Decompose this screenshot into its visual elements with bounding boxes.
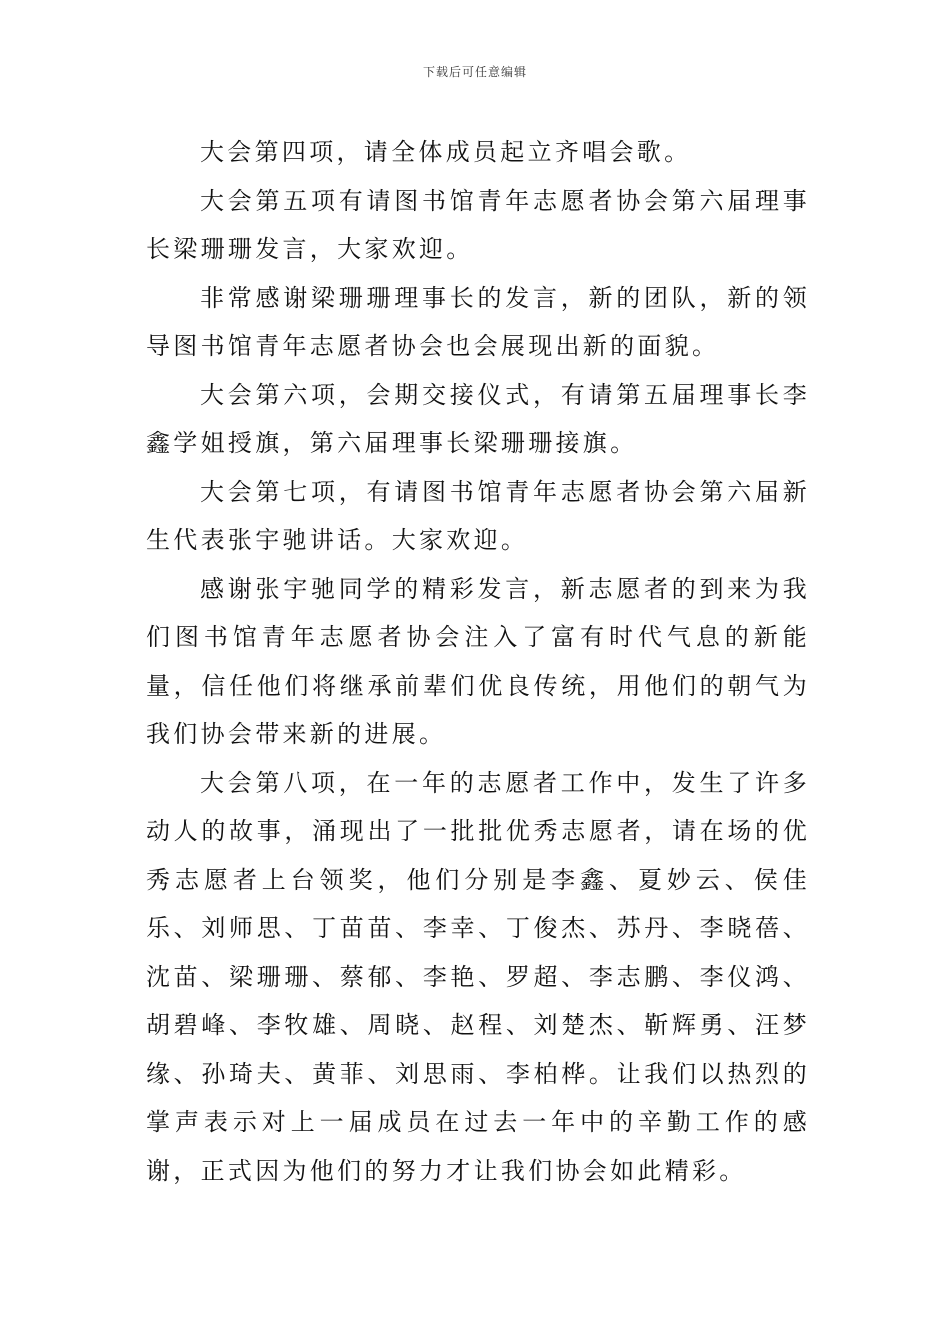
paragraph: 感谢张宇驰同学的精彩发言，新志愿者的到来为我们图书馆青年志愿者协会注入了富有时代气息的新能量，信任他们将继承前辈们优良传统，用他们的朝气为我们协会带来新的进展。 bbox=[146, 574, 810, 748]
paragraph: 大会第八项，在一年的志愿者工作中，发生了许多动人的故事，涌现出了一批批优秀志愿者，请在场的优秀志愿者上台领奖，他们分别是李鑫、夏妙云、侯佳乐、刘师思、丁苗苗、李幸、丁俊杰、苏丹、李晓蓓、沈苗、梁珊珊、蔡郁、李艳、罗超、李志鹏、李仪鸿、胡碧峰、李牧雄、周晓、赵程、刘楚杰、靳辉勇、汪梦缘、孙琦夫、黄菲、刘思雨、李柏桦。让我们以热烈的掌声表示对上一届成员在过去一年中的辛勤工作的感谢，正式因为他们的努力才让我们协会如此精彩。 bbox=[146, 768, 810, 1185]
paragraph: 非常感谢梁珊珊理事长的发言，新的团队，新的领导图书馆青年志愿者协会也会展现出新的面貌。 bbox=[146, 283, 810, 360]
paragraph: 大会第五项有请图书馆青年志愿者协会第六届理事长梁珊珊发言，大家欢迎。 bbox=[146, 186, 810, 263]
paragraph: 大会第四项，请全体成员起立齐唱会歌。 bbox=[200, 138, 692, 166]
paragraph: 大会第六项，会期交接仪式，有请第五届理事长李鑫学姐授旗，第六届理事长梁珊珊接旗。 bbox=[146, 380, 810, 457]
paragraph: 大会第七项，有请图书馆青年志愿者协会第六届新生代表张宇驰讲话。大家欢迎。 bbox=[146, 477, 810, 554]
page-header: 下载后可任意编辑 bbox=[422, 65, 527, 79]
document-body bbox=[146, 128, 810, 1195]
